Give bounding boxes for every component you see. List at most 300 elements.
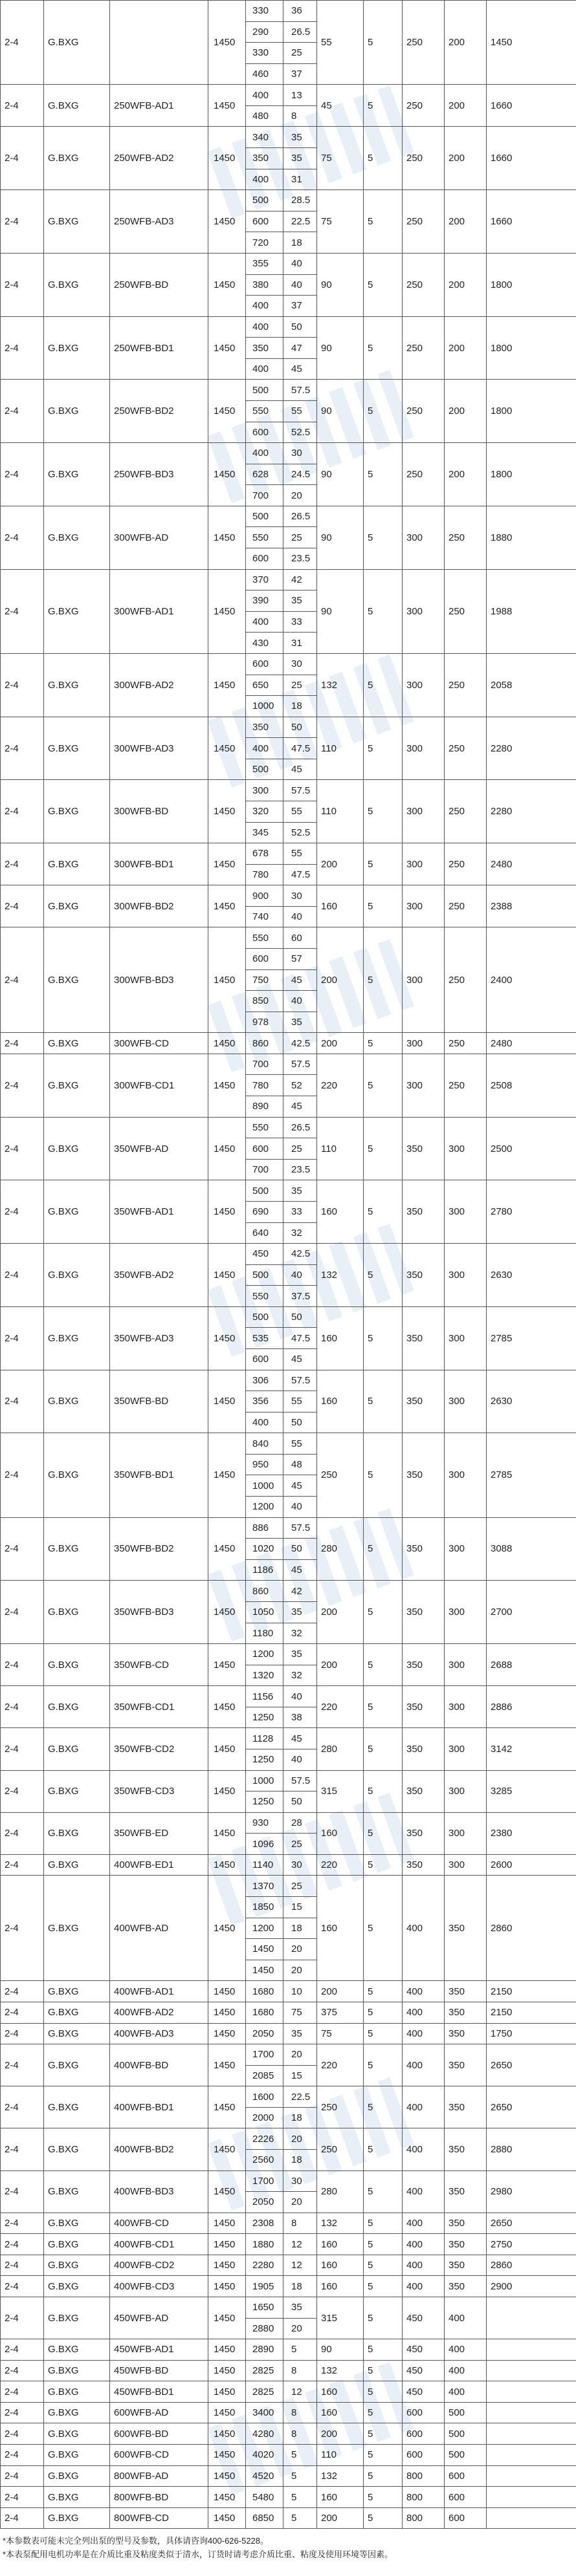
model-cell: 400WFB-AD — [110, 1876, 208, 1981]
head-cell: 8 — [283, 2213, 317, 2234]
head-cell: 52 — [283, 1075, 317, 1096]
head-cell: 28.5 — [283, 190, 317, 211]
head-cell: 57.5 — [283, 1370, 317, 1391]
flow-cell: 460 — [246, 63, 283, 85]
stage-cell: 2-4 — [1, 2234, 44, 2255]
head-cell: 20 — [283, 1960, 317, 1981]
table-row — [1, 1, 576, 22]
table-row — [1, 2234, 576, 2255]
weight-cell: 2980 — [487, 2170, 576, 2213]
weight-cell: 2508 — [487, 1054, 576, 1117]
material-cell: G.BXG — [44, 569, 110, 653]
model-cell: 450WFB-BD — [110, 2360, 208, 2381]
motor-power-cell: 90 — [317, 443, 364, 506]
table-row — [1, 2465, 576, 2487]
suction-cell: 5 — [364, 2297, 403, 2339]
flow-cell: 900 — [246, 885, 283, 907]
inlet-cell: 250 — [445, 843, 487, 885]
model-cell: 450WFB-AD1 — [110, 2339, 208, 2361]
stage-cell: 2-4 — [1, 2339, 44, 2361]
table-row — [1, 2423, 576, 2445]
speed-cell: 1450 — [208, 2487, 246, 2508]
flow-cell: 1000 — [246, 696, 283, 717]
table-row — [1, 2381, 576, 2403]
suction-cell: 5 — [364, 2276, 403, 2297]
head-cell: 23.5 — [283, 548, 317, 570]
head-cell: 32 — [283, 1665, 317, 1686]
weight-cell: 2280 — [487, 717, 576, 780]
flow-cell: 2085 — [246, 2065, 283, 2086]
head-cell: 57.5 — [283, 380, 317, 401]
head-cell: 36 — [283, 1, 317, 22]
flow-cell: 1320 — [246, 1665, 283, 1686]
head-cell: 45 — [283, 1728, 317, 1749]
flow-cell: 860 — [246, 1033, 283, 1054]
weight-cell: 2280 — [487, 780, 576, 843]
model-cell: 400WFB-AD2 — [110, 2002, 208, 2023]
material-cell: G.BXG — [44, 1581, 110, 1644]
speed-cell: 1450 — [208, 1581, 246, 1644]
flow-cell: 850 — [246, 991, 283, 1012]
model-cell: 250WFB-BD — [110, 253, 208, 316]
suction-cell: 5 — [364, 2255, 403, 2276]
head-cell: 31 — [283, 633, 317, 654]
inlet-cell: 400 — [445, 2339, 487, 2361]
outlet-cell: 400 — [403, 2234, 445, 2255]
inlet-cell: 350 — [445, 2023, 487, 2044]
head-cell: 57.5 — [283, 1770, 317, 1791]
flow-cell: 1450 — [246, 1939, 283, 1960]
flow-cell: 950 — [246, 1454, 283, 1475]
flow-cell: 1680 — [246, 2002, 283, 2023]
stage-cell: 2-4 — [1, 1644, 44, 1686]
suction-cell: 5 — [364, 443, 403, 506]
speed-cell: 1450 — [208, 1686, 246, 1728]
model-cell: 300WFB-BD — [110, 780, 208, 843]
weight-cell: 1988 — [487, 569, 576, 653]
model-cell: 350WFB-CD3 — [110, 1770, 208, 1812]
head-cell: 8 — [283, 2402, 317, 2423]
head-cell: 8 — [283, 105, 317, 127]
material-cell: G.BXG — [44, 1433, 110, 1517]
speed-cell: 1450 — [208, 443, 246, 506]
motor-power-cell: 220 — [317, 1054, 364, 1117]
material-cell: G.BXG — [44, 443, 110, 506]
flow-cell: 1128 — [246, 1728, 283, 1749]
head-cell: 75 — [283, 2002, 317, 2023]
flow-cell: 600 — [246, 1349, 283, 1370]
head-cell: 15 — [283, 2065, 317, 2086]
flow-cell: 2000 — [246, 2107, 283, 2128]
outlet-cell: 350 — [403, 1433, 445, 1517]
stage-cell: 2-4 — [1, 2445, 44, 2466]
outlet-cell: 600 — [403, 2402, 445, 2423]
flow-cell: 2280 — [246, 2255, 283, 2276]
flow-cell: 700 — [246, 1159, 283, 1180]
table-row — [1, 1581, 576, 1602]
flow-cell: 500 — [246, 380, 283, 401]
head-cell: 25 — [283, 527, 317, 548]
head-cell: 15 — [283, 1897, 317, 1918]
model-cell: 250WFB-BD1 — [110, 316, 208, 380]
speed-cell: 1450 — [208, 843, 246, 885]
outlet-cell: 350 — [403, 1770, 445, 1812]
flow-cell: 2825 — [246, 2381, 283, 2403]
motor-power-cell: 55 — [317, 1, 364, 85]
table-row — [1, 1981, 576, 2002]
model-cell: 250WFB-BD2 — [110, 380, 208, 443]
speed-cell: 1450 — [208, 1054, 246, 1117]
motor-power-cell: 132 — [317, 2360, 364, 2381]
table-row — [1, 2297, 576, 2319]
head-cell: 20 — [283, 2044, 317, 2066]
suction-cell: 5 — [364, 1033, 403, 1054]
head-cell: 30 — [283, 443, 317, 464]
model-cell: 600WFB-BD — [110, 2423, 208, 2445]
motor-power-cell: 200 — [317, 927, 364, 1033]
table-row — [1, 316, 576, 338]
inlet-cell: 350 — [445, 2002, 487, 2023]
outlet-cell: 350 — [403, 1117, 445, 1180]
stage-cell: 2-4 — [1, 2487, 44, 2508]
head-cell: 40 — [283, 1686, 317, 1707]
weight-cell: 1800 — [487, 443, 576, 506]
material-cell: G.BXG — [44, 253, 110, 316]
motor-power-cell: 160 — [317, 2255, 364, 2276]
inlet-cell: 350 — [445, 2255, 487, 2276]
suction-cell: 5 — [364, 1812, 403, 1854]
flow-cell: 600 — [246, 548, 283, 570]
speed-cell: 1450 — [208, 653, 246, 717]
stage-cell: 2-4 — [1, 85, 44, 127]
stage-cell: 2-4 — [1, 2086, 44, 2128]
suction-cell: 5 — [364, 717, 403, 780]
flow-cell: 400 — [246, 738, 283, 759]
head-cell: 32 — [283, 1623, 317, 1644]
outlet-cell: 350 — [403, 1244, 445, 1307]
suction-cell: 5 — [364, 2170, 403, 2213]
head-cell: 40 — [283, 1497, 317, 1518]
flow-cell: 930 — [246, 1812, 283, 1834]
motor-power-cell: 375 — [317, 2002, 364, 2023]
suction-cell: 5 — [364, 2339, 403, 2361]
table-row — [1, 2170, 576, 2192]
outlet-cell: 300 — [403, 569, 445, 653]
inlet-cell: 350 — [445, 2213, 487, 2234]
model-cell: 300WFB-AD3 — [110, 717, 208, 780]
head-cell: 5 — [283, 2507, 317, 2529]
flow-cell: 6850 — [246, 2507, 283, 2529]
flow-cell: 5480 — [246, 2487, 283, 2508]
model-cell: 400WFB-CD1 — [110, 2234, 208, 2255]
outlet-cell: 350 — [403, 1728, 445, 1770]
flow-cell: 1370 — [246, 1876, 283, 1897]
head-cell: 8 — [283, 2360, 317, 2381]
head-cell: 35 — [283, 2023, 317, 2044]
flow-cell: 750 — [246, 969, 283, 991]
suction-cell: 5 — [364, 1433, 403, 1517]
suction-cell: 5 — [364, 780, 403, 843]
model-cell: 350WFB-CD — [110, 1644, 208, 1686]
flow-cell: 2880 — [246, 2318, 283, 2339]
speed-cell: 1450 — [208, 2023, 246, 2044]
inlet-cell: 500 — [445, 2423, 487, 2445]
flow-cell: 1600 — [246, 2086, 283, 2108]
speed-cell: 1450 — [208, 2465, 246, 2487]
head-cell: 18 — [283, 2107, 317, 2128]
speed-cell: 1450 — [208, 2255, 246, 2276]
table-row — [1, 653, 576, 675]
speed-cell: 1450 — [208, 85, 246, 127]
speed-cell: 1450 — [208, 2445, 246, 2466]
head-cell: 12 — [283, 2381, 317, 2403]
weight-cell — [487, 2507, 576, 2529]
flow-cell: 1250 — [246, 1791, 283, 1813]
inlet-cell: 400 — [445, 2297, 487, 2339]
inlet-cell: 300 — [445, 1728, 487, 1770]
suction-cell: 5 — [364, 1581, 403, 1644]
motor-power-cell: 160 — [317, 1180, 364, 1244]
outlet-cell: 400 — [403, 2044, 445, 2086]
weight-cell: 2480 — [487, 1033, 576, 1054]
flow-cell: 380 — [246, 274, 283, 296]
inlet-cell: 200 — [445, 443, 487, 506]
weight-cell: 2700 — [487, 1581, 576, 1644]
speed-cell: 1450 — [208, 127, 246, 190]
material-cell: G.BXG — [44, 2276, 110, 2297]
motor-power-cell: 160 — [317, 1306, 364, 1370]
head-cell: 33 — [283, 611, 317, 633]
flow-cell: 340 — [246, 127, 283, 148]
head-cell: 12 — [283, 2255, 317, 2276]
flow-cell: 330 — [246, 43, 283, 64]
weight-cell: 2388 — [487, 885, 576, 927]
head-cell: 52.5 — [283, 422, 317, 443]
flow-cell: 500 — [246, 506, 283, 527]
outlet-cell: 400 — [403, 2170, 445, 2213]
weight-cell: 2780 — [487, 1180, 576, 1244]
head-cell: 20 — [283, 485, 317, 506]
suction-cell: 5 — [364, 1370, 403, 1433]
material-cell: G.BXG — [44, 927, 110, 1033]
inlet-cell: 250 — [445, 506, 487, 569]
outlet-cell: 350 — [403, 1812, 445, 1854]
material-cell: G.BXG — [44, 1644, 110, 1686]
motor-power-cell: 75 — [317, 2023, 364, 2044]
outlet-cell: 400 — [403, 2023, 445, 2044]
speed-cell: 1450 — [208, 316, 246, 380]
head-cell: 35 — [283, 1601, 317, 1623]
flow-cell: 1250 — [246, 1707, 283, 1728]
head-cell: 31 — [283, 169, 317, 190]
suction-cell: 5 — [364, 1517, 403, 1581]
head-cell: 57.5 — [283, 780, 317, 801]
head-cell: 25 — [283, 1138, 317, 1160]
note-line-1: *本参数表可能未完全列出泵的型号及参数，具体请咨询400-626-5228。 — [3, 2536, 269, 2546]
weight-cell: 2150 — [487, 2002, 576, 2023]
head-cell: 57 — [283, 949, 317, 970]
speed-cell: 1450 — [208, 2128, 246, 2170]
table-row — [1, 2128, 576, 2150]
outlet-cell: 250 — [403, 443, 445, 506]
flow-cell: 500 — [246, 190, 283, 211]
stage-cell: 2-4 — [1, 1370, 44, 1433]
head-cell: 30 — [283, 2170, 317, 2192]
speed-cell: 1450 — [208, 1876, 246, 1981]
motor-power-cell: 45 — [317, 85, 364, 127]
head-cell: 35 — [283, 590, 317, 612]
material-cell: G.BXG — [44, 2002, 110, 2023]
speed-cell: 1450 — [208, 2507, 246, 2529]
flow-cell: 628 — [246, 464, 283, 485]
inlet-cell: 250 — [445, 653, 487, 717]
motor-power-cell: 132 — [317, 2465, 364, 2487]
head-cell: 50 — [283, 717, 317, 738]
inlet-cell: 350 — [445, 2128, 487, 2170]
flow-cell: 2825 — [246, 2360, 283, 2381]
motor-power-cell: 250 — [317, 2128, 364, 2170]
head-cell: 50 — [283, 1791, 317, 1813]
flow-cell: 700 — [246, 485, 283, 506]
inlet-cell: 300 — [445, 1581, 487, 1644]
inlet-cell: 500 — [445, 2402, 487, 2423]
head-cell: 47.5 — [283, 864, 317, 885]
flow-cell: 345 — [246, 822, 283, 843]
inlet-cell: 200 — [445, 127, 487, 190]
stage-cell: 2-4 — [1, 1180, 44, 1244]
inlet-cell: 350 — [445, 2276, 487, 2297]
head-cell: 55 — [283, 400, 317, 422]
flow-cell: 500 — [246, 1306, 283, 1328]
stage-cell: 2-4 — [1, 1433, 44, 1517]
material-cell: G.BXG — [44, 843, 110, 885]
table-row — [1, 380, 576, 401]
material-cell: G.BXG — [44, 780, 110, 843]
outlet-cell: 250 — [403, 127, 445, 190]
head-cell: 37 — [283, 296, 317, 317]
head-cell: 38 — [283, 1707, 317, 1728]
material-cell: G.BXG — [44, 2423, 110, 2445]
stage-cell: 2-4 — [1, 2276, 44, 2297]
material-cell: G.BXG — [44, 1854, 110, 1876]
suction-cell: 5 — [364, 2402, 403, 2423]
flow-cell: 740 — [246, 906, 283, 927]
material-cell: G.BXG — [44, 1244, 110, 1307]
flow-cell: 370 — [246, 569, 283, 590]
inlet-cell: 300 — [445, 1686, 487, 1728]
flow-cell: 356 — [246, 1391, 283, 1412]
motor-power-cell: 250 — [317, 1433, 364, 1517]
table-row — [1, 2023, 576, 2044]
material-cell: G.BXG — [44, 506, 110, 569]
table-row — [1, 2339, 576, 2361]
inlet-cell: 400 — [445, 2360, 487, 2381]
head-cell: 40 — [283, 991, 317, 1012]
outlet-cell: 450 — [403, 2381, 445, 2403]
speed-cell: 1450 — [208, 2276, 246, 2297]
model-cell: 350WFB-AD1 — [110, 1180, 208, 1244]
flow-cell: 1700 — [246, 2170, 283, 2192]
stage-cell: 2-4 — [1, 2402, 44, 2423]
speed-cell: 1450 — [208, 885, 246, 927]
flow-cell: 550 — [246, 527, 283, 548]
material-cell: G.BXG — [44, 2255, 110, 2276]
suction-cell: 5 — [364, 2507, 403, 2529]
flow-cell: 300 — [246, 780, 283, 801]
material-cell: G.BXG — [44, 1033, 110, 1054]
stage-cell: 2-4 — [1, 1117, 44, 1180]
table-row — [1, 1370, 576, 1391]
model-cell: 450WFB-AD — [110, 2297, 208, 2339]
suction-cell: 5 — [364, 1876, 403, 1981]
flow-cell: 500 — [246, 759, 283, 780]
speed-cell: 1450 — [208, 1981, 246, 2002]
motor-power-cell: 160 — [317, 2234, 364, 2255]
inlet-cell: 350 — [445, 1876, 487, 1981]
table-row — [1, 1686, 576, 1707]
head-cell: 52.5 — [283, 822, 317, 843]
flow-cell: 1850 — [246, 1897, 283, 1918]
motor-power-cell: 315 — [317, 2297, 364, 2339]
weight-cell: 2650 — [487, 2086, 576, 2128]
outlet-cell: 300 — [403, 885, 445, 927]
head-cell: 45 — [283, 1559, 317, 1581]
head-cell: 33 — [283, 1201, 317, 1222]
speed-cell: 1450 — [208, 2086, 246, 2128]
model-cell: 400WFB-BD — [110, 2044, 208, 2086]
table-row — [1, 927, 576, 949]
flow-cell: 4520 — [246, 2465, 283, 2487]
flow-cell: 1200 — [246, 1644, 283, 1665]
suction-cell: 5 — [364, 1728, 403, 1770]
speed-cell: 1450 — [208, 780, 246, 843]
inlet-cell: 350 — [445, 2086, 487, 2128]
outlet-cell: 400 — [403, 2128, 445, 2170]
speed-cell: 1450 — [208, 2339, 246, 2361]
outlet-cell: 300 — [403, 717, 445, 780]
model-cell: 350WFB-ED — [110, 1812, 208, 1854]
suction-cell: 5 — [364, 927, 403, 1033]
stage-cell: 2-4 — [1, 1244, 44, 1307]
inlet-cell: 200 — [445, 85, 487, 127]
speed-cell: 1450 — [208, 2423, 246, 2445]
suction-cell: 5 — [364, 1770, 403, 1812]
material-cell: G.BXG — [44, 1770, 110, 1812]
outlet-cell: 300 — [403, 653, 445, 717]
flow-cell: 1880 — [246, 2234, 283, 2255]
speed-cell: 1450 — [208, 2381, 246, 2403]
table-row — [1, 885, 576, 907]
flow-cell: 400 — [246, 85, 283, 106]
head-cell: 35 — [283, 1012, 317, 1033]
head-cell: 20 — [283, 1939, 317, 1960]
material-cell: G.BXG — [44, 2381, 110, 2403]
flow-cell: 430 — [246, 633, 283, 654]
flow-cell: 3400 — [246, 2402, 283, 2423]
speed-cell: 1450 — [208, 717, 246, 780]
head-cell: 13 — [283, 85, 317, 106]
suction-cell: 5 — [364, 2445, 403, 2466]
flow-cell: 720 — [246, 232, 283, 254]
flow-cell: 400 — [246, 611, 283, 633]
weight-cell: 2750 — [487, 2234, 576, 2255]
flow-cell: 1000 — [246, 1770, 283, 1791]
flow-cell: 1096 — [246, 1834, 283, 1855]
head-cell: 32 — [283, 1222, 317, 1244]
head-cell: 40 — [283, 274, 317, 296]
head-cell: 18 — [283, 2276, 317, 2297]
outlet-cell: 250 — [403, 380, 445, 443]
